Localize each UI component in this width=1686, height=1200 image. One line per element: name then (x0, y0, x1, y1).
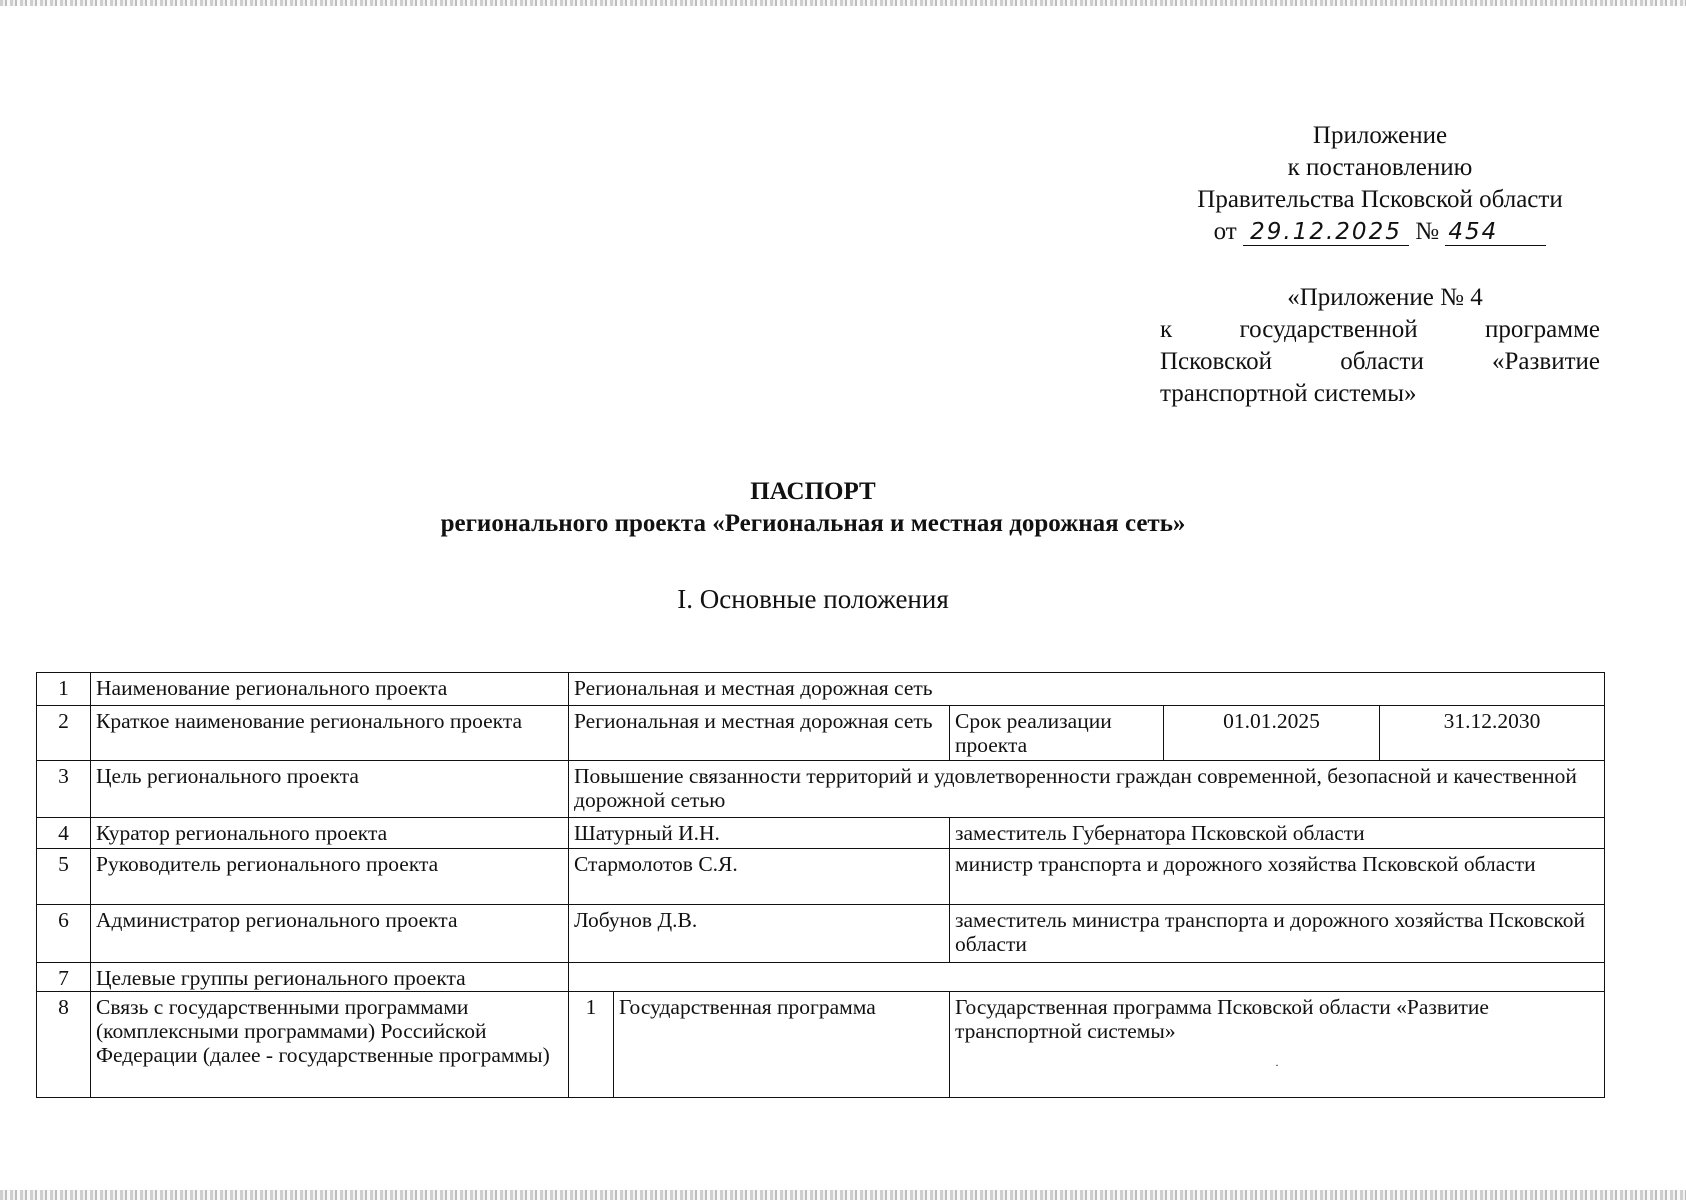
person-name: Стармолотов С.Я. (569, 849, 950, 905)
table-row (37, 818, 1605, 849)
period-label: Срок реализации проекта (950, 706, 1164, 761)
table-row (37, 761, 1605, 818)
appendix-line: Псковской области «Развитие (1160, 348, 1600, 375)
table-row (37, 706, 1605, 761)
row-value (569, 963, 1605, 992)
row-label: Администратор регионального проекта (91, 905, 569, 963)
table-row (37, 963, 1605, 992)
person-position: заместитель Губернатора Псковской области (950, 818, 1605, 849)
passport-table (36, 672, 1605, 1098)
row-number: 3 (37, 761, 91, 818)
table-row (37, 673, 1605, 706)
row-label: Целевые группы регионального проекта (91, 963, 569, 992)
approval-line: к постановлению (1287, 154, 1473, 181)
stray-mark: . (1275, 1055, 1279, 1069)
program-name: Государственная программа Псковской области «Развитие транспортной системы» (955, 995, 1489, 1043)
scan-edge-top (0, 0, 1686, 6)
row-label: Краткое наименование регионального проекта (91, 706, 569, 761)
row-number: 5 (37, 849, 91, 905)
approval-date-line (1160, 216, 1600, 248)
row-number: 2 (37, 706, 91, 761)
appendix-line: к государственной программе (1160, 316, 1600, 343)
person-position: министр транспорта и дорожного хозяйства Псковской области (950, 849, 1605, 905)
section-heading: I. Основные положения (677, 584, 949, 614)
period-end: 31.12.2030 (1380, 706, 1605, 761)
scan-edge-bottom (0, 1190, 1686, 1200)
row-number: 8 (37, 992, 91, 1098)
row-number: 1 (37, 673, 91, 706)
title-sub: регионального проекта «Региональная и местная дорожная сеть» (440, 510, 1186, 537)
person-name: Лобунов Д.В. (569, 905, 950, 963)
appendix-block (1160, 282, 1600, 410)
appendix-line: транспортной системы» (1160, 380, 1417, 407)
approval-line: Правительства Псковской области (1197, 186, 1563, 213)
date-prefix: от (1213, 218, 1237, 245)
row-label: Руководитель регионального проекта (91, 849, 569, 905)
row-label: Цель регионального проекта (91, 761, 569, 818)
document-title (0, 476, 1626, 540)
table-row (37, 905, 1605, 963)
appendix-line: «Приложение № 4 (1287, 284, 1483, 311)
program-name-cell (950, 992, 1605, 1098)
person-name: Шатурный И.Н. (569, 818, 950, 849)
person-position: заместитель министра транспорта и дорожного хозяйства Псковской области (950, 905, 1605, 963)
program-type: Государственная программа (614, 992, 950, 1098)
row-label: Куратор регионального проекта (91, 818, 569, 849)
row-value: Региональная и местная дорожная сеть (569, 706, 950, 761)
row-value: Региональная и местная дорожная сеть (569, 673, 1605, 706)
title-main: ПАСПОРТ (750, 478, 876, 505)
table-row (37, 992, 1605, 1098)
sub-number: 1 (569, 992, 614, 1098)
handwritten-number: 454 (1445, 219, 1546, 246)
period-start: 01.01.2025 (1164, 706, 1380, 761)
row-label: Наименование регионального проекта (91, 673, 569, 706)
row-number: 6 (37, 905, 91, 963)
row-value: Повышение связанности территорий и удовлетворенности граждан современной, безопасной и качественной дорожной сетью (569, 761, 1605, 818)
handwritten-date: 29.12.2025 (1243, 219, 1409, 246)
row-label: Связь с государственными программами (комплексными программами) Российской Федерации (далее - государственные программы) (91, 992, 569, 1098)
table-row (37, 849, 1605, 905)
approval-block (1160, 120, 1600, 248)
row-number: 7 (37, 963, 91, 992)
approval-line: Приложение (1312, 122, 1448, 149)
row-number: 4 (37, 818, 91, 849)
number-sign: № (1415, 218, 1440, 245)
